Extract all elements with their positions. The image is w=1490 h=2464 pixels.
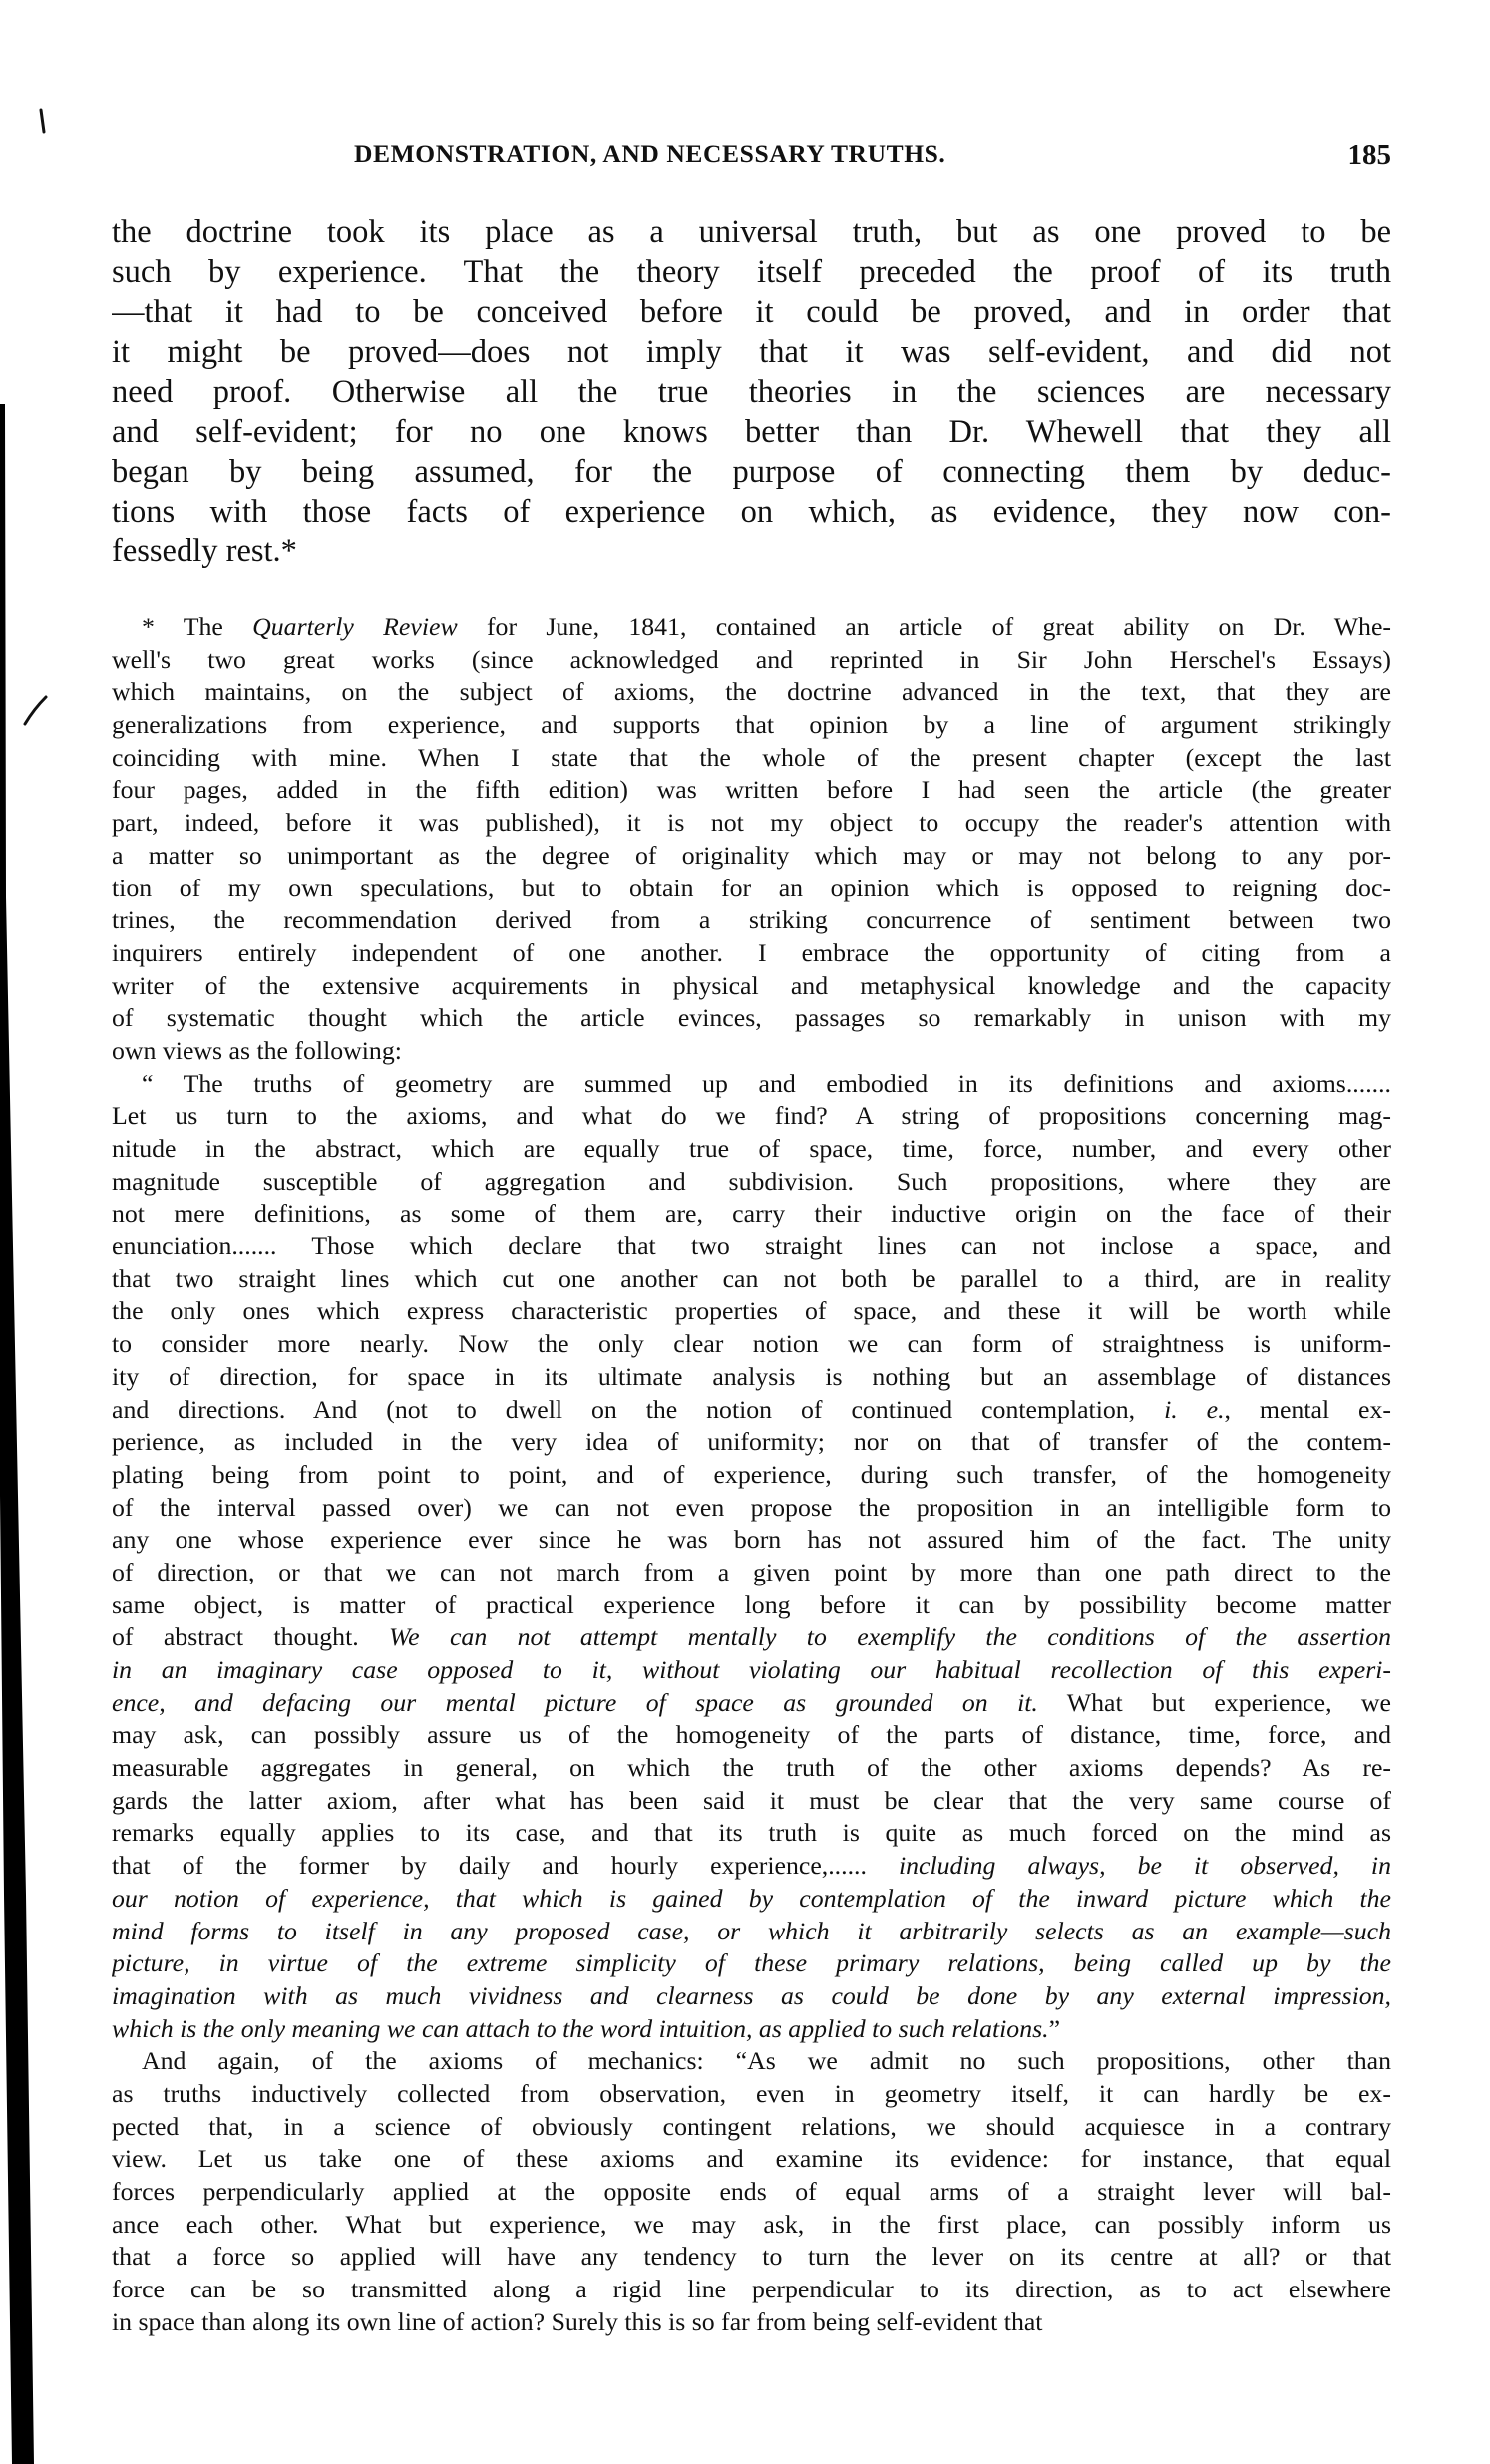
text-run: ”	[1048, 2013, 1061, 2043]
footnote-line	[112, 742, 1391, 775]
line-text	[112, 2306, 1391, 2339]
line-text	[112, 1426, 1391, 1459]
footnote-line	[112, 1785, 1391, 1818]
italic-text: We can not attempt mentally to exemplify the conditions of the assertion	[389, 1622, 1391, 1652]
text-run: four pages, added in the fifth edition) was written before I had seen the article (the greater	[112, 775, 1391, 805]
footnote-line	[112, 676, 1391, 709]
line-text	[112, 2209, 1391, 2242]
line-text	[112, 1361, 1391, 1394]
footnote-line	[112, 2013, 1391, 2046]
page-header	[112, 136, 1391, 172]
text-run: magnitude susceptible of aggregation and subdivision. Such propositions, where they are	[112, 1166, 1391, 1196]
text-run: , mental ex-	[1224, 1394, 1391, 1424]
line-text	[112, 1295, 1391, 1328]
footnote-line	[112, 1035, 1391, 1068]
italic-text: in an imaginary case opposed to it, without violating our habitual recollection of this experi-	[112, 1655, 1391, 1684]
text-run: fessedly rest.*	[112, 533, 297, 569]
running-title: DEMONSTRATION, AND NECESSARY TRUTHS.	[354, 139, 946, 168]
text-run: and directions. And (not to dwell on the notion of continued contemplation,	[112, 1394, 1165, 1424]
footnote-line	[112, 1166, 1391, 1199]
line-text	[112, 1752, 1391, 1785]
text-run: generalizations from experience, and supports that opinion by a line of argument strikingly	[112, 710, 1391, 740]
body-line	[112, 452, 1391, 492]
text-run: the doctrine took its place as a universal truth, but as one proved to be	[112, 214, 1391, 250]
text-run: nitude in the abstract, which are equally true of space, time, force, number, and every other	[112, 1134, 1391, 1163]
italic-text: picture, in virtue of the extreme simplicity of these primary relations, being called up by the	[112, 1948, 1391, 1978]
text-run: that a force so applied will have any tendency to turn the lever on its centre at all? or that	[112, 2242, 1391, 2272]
line-text	[112, 332, 1391, 372]
footnote-line	[112, 1719, 1391, 1752]
line-text	[112, 840, 1391, 873]
footnote-line	[112, 1459, 1391, 1492]
footnote-line	[112, 1687, 1391, 1720]
scan-edge-shadow	[0, 0, 60, 2464]
line-text	[112, 1459, 1391, 1492]
line-text	[112, 1719, 1391, 1752]
line-text	[112, 1100, 1391, 1133]
line-text	[112, 1589, 1391, 1622]
line-text	[112, 1687, 1391, 1720]
footnote-line	[112, 1980, 1391, 2013]
footnote-line	[112, 1426, 1391, 1459]
text-run: in space than along its own line of action? Surely this is so far from being self-evident that	[112, 2306, 1043, 2336]
text-run: such by experience. That the theory itself preceded the proof of its truth	[112, 254, 1391, 290]
text-run: ity of direction, for space in its ultimate analysis is nothing but an assemblage of distances	[112, 1361, 1391, 1391]
italic-text: including always, be it observed, in	[898, 1851, 1391, 1881]
line-text	[112, 412, 1391, 452]
text-run: —that it had to be conceived before it could be proved, and in order that	[112, 294, 1391, 330]
footnote-line	[112, 1752, 1391, 1785]
line-text	[112, 676, 1391, 709]
line-text	[142, 611, 1391, 644]
body-line	[112, 412, 1391, 452]
line-text	[112, 1133, 1391, 1166]
line-text	[112, 1524, 1391, 1557]
footnote	[112, 611, 1391, 2338]
text-run: need proof. Otherwise all the true theories in the sciences are necessary	[112, 374, 1391, 410]
footnote-line	[112, 1361, 1391, 1394]
page-number: 185	[1347, 139, 1391, 171]
line-text	[112, 252, 1391, 292]
line-text	[112, 1002, 1391, 1035]
text-run: began by being assumed, for the purpose of connecting them by deduc-	[112, 454, 1391, 490]
text-run: to consider more nearly. Now the only clear notion we can form of straightness is uniform-	[112, 1329, 1391, 1359]
line-text	[112, 2274, 1391, 2306]
text-run: of abstract thought.	[112, 1622, 390, 1652]
footnote-line	[112, 1524, 1391, 1557]
line-text	[112, 1817, 1391, 1850]
body-line	[112, 252, 1391, 292]
text-run: same object, is matter of practical experience long before it can by possibility become matter	[112, 1589, 1391, 1619]
text-run: tion of my own speculations, but to obtain for an opinion which is opposed to reigning doc-	[112, 873, 1391, 902]
footnote-line	[112, 1295, 1391, 1328]
footnote-line	[112, 1947, 1391, 1980]
text-run: forces perpendicularly applied at the opposite ends of equal arms of a straight lever will bal-	[112, 2177, 1391, 2206]
line-text	[112, 1621, 1391, 1654]
text-run: perience, as included in the very idea of uniformity; nor on that of transfer of the contem-	[112, 1427, 1391, 1457]
text-run: which maintains, on the subject of axioms, the doctrine advanced in the text, that they are	[112, 677, 1391, 707]
text-run: own views as the following:	[112, 1035, 402, 1065]
footnote-line	[112, 807, 1391, 840]
line-text	[112, 2013, 1391, 2046]
line-text	[112, 774, 1391, 807]
line-text	[142, 2045, 1391, 2078]
line-text	[112, 1916, 1391, 1948]
line-text	[112, 1883, 1391, 1916]
line-text	[112, 212, 1391, 252]
footnote-line	[112, 2241, 1391, 2274]
line-text	[112, 1328, 1391, 1361]
margin-tick-mark	[36, 108, 48, 134]
text-run: may ask, can possibly assure us of the homogeneity of the parts of distance, time, force, and	[112, 1720, 1391, 1750]
line-text	[112, 1654, 1391, 1687]
text-run: of systematic thought which the article evinces, passages so remarkably in unison with my	[112, 1003, 1391, 1033]
line-text	[112, 2078, 1391, 2111]
text-run: writer of the extensive acquirements in physical and metaphysical knowledge and the capacity	[112, 970, 1391, 1000]
text-run: any one whose experience ever since he was born has not assured him of the fact. The unity	[112, 1525, 1391, 1555]
body-line	[112, 212, 1391, 252]
text-run: And again, of the axioms of mechanics: “As we admit no such propositions, other than	[142, 2046, 1391, 2076]
line-text	[112, 1263, 1391, 1296]
text-run: it might be proved—does not imply that it was self-evident, and did not	[112, 334, 1391, 370]
body-line	[112, 372, 1391, 412]
line-text	[112, 1166, 1391, 1199]
footnote-line	[112, 1589, 1391, 1622]
text-run: coinciding with mine. When I state that the whole of the present chapter (except the last	[112, 742, 1391, 772]
footnote-line	[112, 2143, 1391, 2176]
footnote-line	[112, 2306, 1391, 2339]
italic-text: ence, and defacing our mental picture of space as grounded on it.	[112, 1687, 1038, 1717]
text-run: “ The truths of geometry are summed up and embodied in its definitions and axioms.......	[142, 1068, 1391, 1098]
line-text	[112, 1035, 1391, 1068]
line-text	[112, 937, 1391, 970]
footnote-line	[112, 1328, 1391, 1361]
italic-text: which is the only meaning we can attach to the word intuition, as applied to such relations.	[112, 2013, 1049, 2043]
line-text	[112, 292, 1391, 332]
footnote-line	[112, 1002, 1391, 1035]
line-text	[112, 1980, 1391, 2013]
text-run: inquirers entirely independent of one another. I embrace the opportunity of citing from a	[112, 937, 1391, 967]
text-run: that of the former by daily and hourly experience,......	[112, 1851, 899, 1881]
text-run: view. Let us take one of these axioms and examine its evidence: for instance, that equal	[112, 2144, 1391, 2174]
footnote-line	[112, 1231, 1391, 1263]
line-text	[112, 807, 1391, 840]
line-text	[112, 1785, 1391, 1818]
text-run: of direction, or that we can not march from a given point by more than one path direct to the	[112, 1557, 1391, 1586]
footnote-line	[112, 1068, 1391, 1101]
text-run: measurable aggregates in general, on which the truth of the other axioms depends? As re-	[112, 1753, 1391, 1783]
footnote-line	[112, 2209, 1391, 2242]
line-text	[112, 2143, 1391, 2176]
line-text	[112, 1492, 1391, 1525]
line-text	[142, 1068, 1391, 1101]
body-line	[112, 531, 1391, 571]
text-run: gards the latter axiom, after what has been said it must be clear that the very same course of	[112, 1785, 1391, 1815]
footnote-line	[112, 1654, 1391, 1687]
text-run: of the interval passed over) we can not even propose the proposition in an intelligible form to	[112, 1492, 1391, 1522]
footnote-line	[112, 1133, 1391, 1166]
line-text	[112, 1198, 1391, 1231]
line-text	[112, 1231, 1391, 1263]
footnote-line	[112, 1100, 1391, 1133]
line-text	[112, 2176, 1391, 2209]
text-run: plating being from point to point, and of experience, during such transfer, of the homogeneity	[112, 1459, 1391, 1489]
text-run: trines, the recommendation derived from a striking concurrence of sentiment between two	[112, 905, 1391, 935]
text-run: and self-evident; for no one knows better than Dr. Whewell that they all	[112, 414, 1391, 450]
line-text	[112, 1557, 1391, 1589]
text-run: as truths inductively collected from observation, even in geometry itself, it can hardly be ex-	[112, 2078, 1391, 2108]
line-text	[112, 2241, 1391, 2274]
footnote-line	[112, 611, 1391, 644]
italic-text: mind forms to itself in any proposed case, or which it arbitrarily selects as an example—such	[112, 1916, 1391, 1945]
text-run: force can be so transmitted along a rigid line perpendicular to its direction, as to act elsewhere	[112, 2275, 1391, 2304]
footnote-line	[112, 1557, 1391, 1589]
footnote-line	[112, 2274, 1391, 2306]
footnote-line	[112, 1916, 1391, 1948]
footnote-line	[112, 774, 1391, 807]
text-run: not mere definitions, as some of them are, carry their inductive origin on the face of their	[112, 1199, 1391, 1229]
text-run: the only ones which express characteristic properties of space, and these it will be worth while	[112, 1296, 1391, 1326]
line-text	[112, 452, 1391, 492]
line-text	[112, 904, 1391, 937]
italic-text: our notion of experience, that which is gained by contemplation of the inward picture which the	[112, 1883, 1391, 1913]
line-text	[112, 709, 1391, 742]
footnote-line	[112, 2111, 1391, 2144]
text-run: pected that, in a science of obviously contingent relations, we should acquiesce in a contrary	[112, 2111, 1391, 2141]
margin-slash-mark	[20, 693, 50, 729]
footnote-line	[112, 937, 1391, 970]
text-run: part, indeed, before it was published), it is not my object to occupy the reader's attention with	[112, 808, 1391, 838]
footnote-line	[112, 1263, 1391, 1296]
line-text	[112, 644, 1391, 677]
line-text	[112, 531, 1391, 571]
footnote-line	[112, 2176, 1391, 2209]
text-run: ance each other. What but experience, we may ask, in the first place, can possibly inform us	[112, 2209, 1391, 2239]
text-run: that two straight lines which cut one another can not both be parallel to a third, are in reality	[112, 1263, 1391, 1293]
footnote-line	[112, 1850, 1391, 1883]
line-text	[112, 2111, 1391, 2144]
italic-text: Quarterly Review	[252, 612, 458, 641]
line-text	[112, 1394, 1391, 1427]
footnote-line	[112, 1883, 1391, 1916]
line-text	[112, 873, 1391, 905]
footnote-line	[112, 904, 1391, 937]
footnote-line	[112, 873, 1391, 905]
text-run: remarks equally applies to its case, and that its truth is quite as much forced on the mind as	[112, 1818, 1391, 1848]
footnote-line	[112, 644, 1391, 677]
text-run: a matter so unimportant as the degree of originality which may or may not belong to any por-	[112, 840, 1391, 870]
line-text	[112, 492, 1391, 531]
text-run: well's two great works (since acknowledged and reprinted in Sir John Herschel's Essays)	[112, 644, 1391, 674]
footnote-line	[112, 1621, 1391, 1654]
italic-text: imagination with as much vividness and clearness as could be done by any external impression,	[112, 1980, 1391, 2010]
line-text	[112, 1850, 1391, 1883]
text-run: tions with those facts of experience on which, as evidence, they now con-	[112, 494, 1391, 529]
text-run: enunciation....... Those which declare that two straight lines can not inclose a space, and	[112, 1232, 1391, 1261]
footnote-line	[112, 2045, 1391, 2078]
footnote-line	[112, 1394, 1391, 1427]
footnote-line	[112, 970, 1391, 1003]
line-text	[112, 1947, 1391, 1980]
text-run: for June, 1841, contained an article of great ability on Dr. Whe-	[457, 612, 1391, 641]
footnote-line	[112, 2078, 1391, 2111]
italic-text: i. e.	[1164, 1394, 1225, 1424]
line-text	[112, 372, 1391, 412]
line-text	[112, 742, 1391, 775]
text-run: Let us turn to the axioms, and what do we find? A string of propositions concerning mag-	[112, 1101, 1391, 1131]
body-line	[112, 292, 1391, 332]
footnote-line	[112, 1492, 1391, 1525]
footnote-line	[112, 840, 1391, 873]
text-run: What but experience, we	[1037, 1687, 1391, 1717]
body-line	[112, 492, 1391, 531]
footnote-line	[112, 1817, 1391, 1850]
text-run: * The	[142, 612, 253, 641]
footnote-line	[112, 709, 1391, 742]
body-line	[112, 332, 1391, 372]
body-text	[112, 212, 1391, 571]
footnote-line	[112, 1198, 1391, 1231]
line-text	[112, 970, 1391, 1003]
